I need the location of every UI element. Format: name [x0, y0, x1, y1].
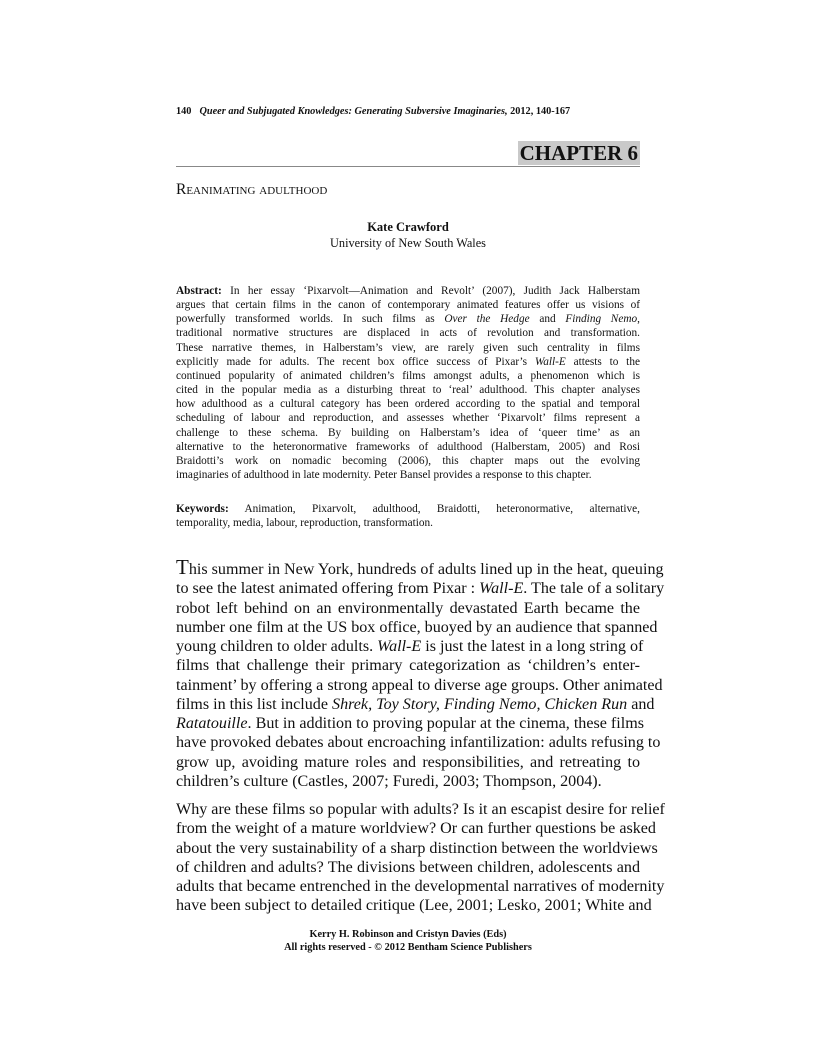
text-line	[176, 599, 640, 618]
text: temporality, media, labour, reproduction, transformation.	[176, 517, 433, 530]
italic-text: Wall-E	[479, 580, 524, 598]
italic-text: Finding Nemo	[565, 313, 638, 326]
text: alternative to the heteronormative frameworks of adulthood (Halberstam, 2005) and Rosi	[176, 440, 640, 453]
text-line	[176, 839, 658, 858]
text-line	[176, 411, 640, 425]
text: how adulthood as a cultural category has been ordered according to the spatial and temporal	[176, 398, 640, 411]
keywords-label: Keywords:	[176, 503, 229, 515]
text-line	[176, 326, 640, 340]
text: attests to the	[565, 355, 640, 368]
text-line	[176, 695, 655, 714]
text-line	[176, 468, 640, 482]
text: his summer in New York, hundreds of adults lined up in the heat, queuing	[188, 561, 664, 578]
text: and	[627, 695, 655, 713]
text: . The tale of a solitary	[523, 580, 665, 598]
text-line	[176, 733, 661, 752]
text: Braidotti’s work on nomadic becoming (2006), this chapter maps out the evolving	[176, 454, 640, 467]
text: imaginaries of adulthood in late modernity. Peter Bansel provides a response to this chapter.	[176, 469, 592, 482]
text-line	[176, 284, 640, 298]
italic-text: Over the Hedge	[444, 313, 530, 326]
text: about the very sustainability of a sharp distinction between the worldviews	[176, 839, 658, 857]
text: robot left behind on an environmentally devastated Earth became the	[176, 599, 640, 617]
italic-text: Shrek, Toy Story, Finding Nemo, Chicken Run	[332, 695, 628, 713]
text: explicitly made for adults. The recent box office success of Pixar’s	[176, 355, 535, 368]
book-title: Queer and Subjugated Knowledges: Generating Subversive Imaginaries,	[199, 106, 508, 117]
text: argues that certain films in the canon of contemporary animated features offer us visions of	[176, 299, 640, 312]
text: films in this list include	[176, 695, 333, 713]
italic-text: Wall-E	[534, 355, 566, 368]
abstract-label: Abstract:	[176, 285, 222, 297]
text-line	[176, 772, 640, 791]
text-line	[176, 800, 665, 819]
text: Animation, Pixarvolt, adulthood, Braidotti, heteronormative, alternative,	[228, 503, 640, 515]
text: traditional normative structures are displaced in acts of revolution and transformation.	[176, 327, 640, 340]
text-line	[176, 676, 663, 695]
text: have been subject to detailed critique (Lee, 2001; Lesko, 2001; White and	[176, 897, 652, 915]
text: tainment’ by offering a strong appeal to diverse age groups. Other animated	[176, 676, 663, 694]
keywords	[176, 502, 640, 530]
body-paragraph	[176, 800, 665, 916]
text-line	[176, 502, 640, 516]
text-line	[176, 896, 652, 915]
book-info: 2012, 140-167	[507, 106, 571, 117]
text-line	[176, 858, 640, 877]
text-line	[176, 369, 640, 383]
text: to see the latest animated offering from Pixar :	[176, 580, 480, 598]
text-line	[176, 516, 640, 530]
text: grow up, avoiding mature roles and responsibilities, and retreating to	[176, 753, 640, 771]
text: have provoked debates about encroaching infantilization: adults refusing to	[176, 734, 661, 752]
author-name: Kate Crawford	[367, 220, 449, 234]
text: These narrative themes, in Halberstam’s view, are rarely given such centrality in films	[176, 341, 640, 354]
footer	[176, 928, 640, 954]
italic-text: Wall-E	[377, 638, 422, 655]
italic-text: Ratatouille	[176, 715, 248, 732]
text: is just the latest in a long string of	[421, 638, 644, 655]
text: number one film at the US box office, buoyed by an audience that spanned	[176, 618, 658, 636]
footer-rights: All rights reserved - © 2012 Bentham Science Publishers	[284, 942, 532, 953]
text: cited in the popular media as a disturbing threat to ‘real’ adulthood. This chapter analyses	[176, 384, 640, 397]
text-line	[176, 579, 665, 598]
text-line	[176, 753, 640, 772]
text: ,	[637, 313, 640, 326]
text-line	[176, 440, 640, 454]
chapter-label: CHAPTER 6	[519, 141, 638, 165]
text: young children to older adults.	[176, 638, 378, 655]
text: scheduling of labour and reproduction, and assesses whether ‘Pixarvolt’ films represent a	[176, 412, 640, 425]
text-line	[176, 383, 640, 397]
text: children’s culture (Castles, 2007; Furedi, 2003; Thompson, 2004).	[176, 772, 602, 790]
text-line	[176, 819, 656, 838]
header-rule	[176, 166, 640, 167]
footer-editors: Kerry H. Robinson and Cristyn Davies (Eds)	[309, 929, 507, 940]
text: Why are these films so popular with adults? Is it an escapist desire for relief	[176, 801, 665, 818]
text: challenge to these schema. By building on Halberstam’s idea of ‘queer time’ as an	[176, 426, 640, 439]
text-line	[176, 312, 640, 326]
text-line	[176, 877, 665, 896]
initial-letter: T	[176, 555, 189, 579]
text: from the weight of a mature worldview? Or can further questions be asked	[176, 820, 656, 838]
text: and	[529, 313, 566, 326]
text: In her essay ‘Pixarvolt—Animation and Revolt’ (2007), Judith Jack Halberstam	[221, 285, 640, 297]
body-paragraph	[176, 555, 665, 791]
text: powerfully transformed worlds. In such films as	[176, 313, 445, 326]
text-line	[176, 656, 640, 675]
chapter-title: Reanimating adulthood	[176, 181, 328, 198]
text-line	[176, 637, 644, 656]
text: of children and adults? The divisions between children, adolescents and	[176, 858, 640, 876]
text: . But in addition to proving popular at the cinema, these films	[247, 715, 644, 732]
text-line	[176, 714, 644, 733]
text-line	[176, 555, 664, 579]
author-affiliation: University of New South Wales	[330, 236, 486, 250]
text: continued popularity of animated children’s films amongst adults, a phenomenon which is	[176, 369, 640, 382]
text-line	[176, 341, 640, 355]
text: films that challenge their primary categorization as ‘children’s enter-	[176, 657, 640, 675]
text-line	[176, 618, 658, 637]
running-header	[176, 106, 570, 117]
text-line	[176, 426, 640, 440]
text-line	[176, 298, 640, 312]
text-line	[176, 454, 640, 468]
abstract	[176, 284, 640, 482]
text: adults that became entrenched in the developmental narratives of modernity	[176, 878, 665, 895]
text-line	[176, 355, 640, 369]
text-line	[176, 397, 640, 411]
page-number: 140	[176, 106, 192, 117]
